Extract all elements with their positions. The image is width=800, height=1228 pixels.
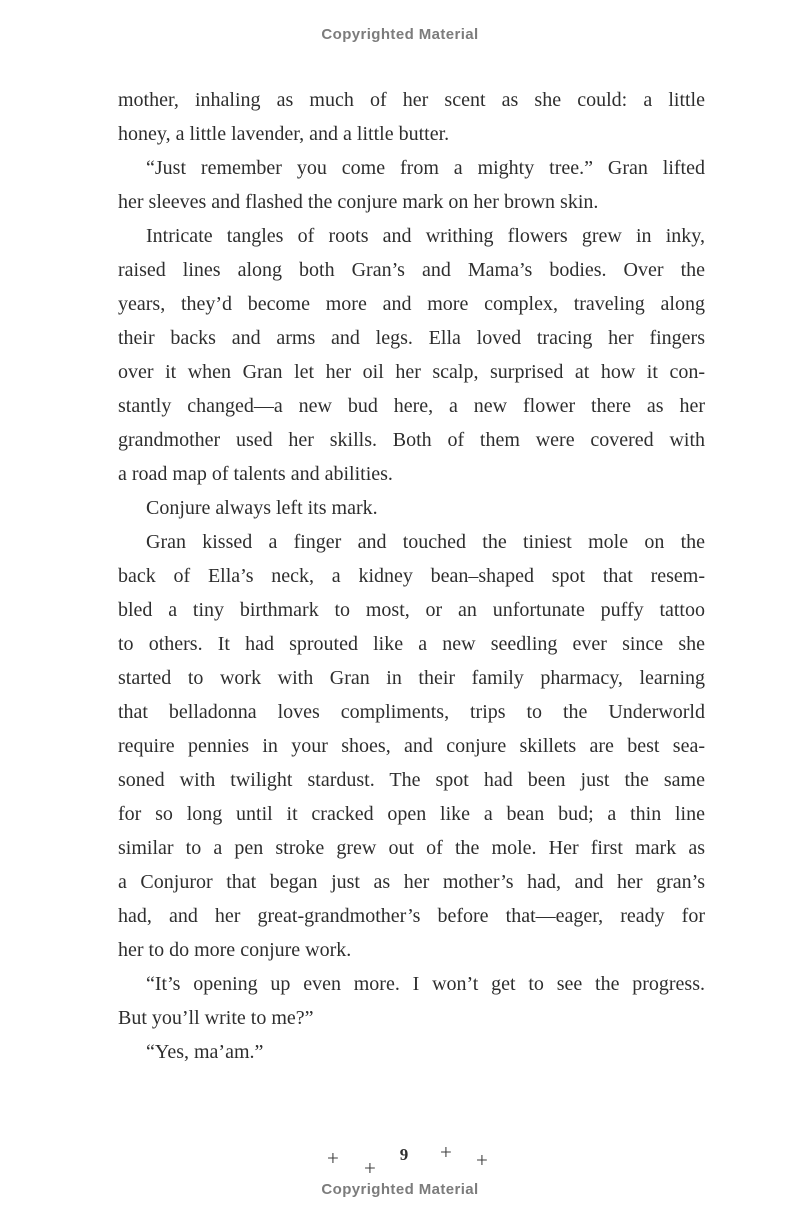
text-line: Intricate tangles of roots and writhing flowers grew in inky,	[146, 225, 705, 247]
text-line: back of Ella’s neck, a kidney bean–shaped spot that resem-	[118, 565, 705, 587]
text-line: “Yes, ma’am.”	[146, 1041, 264, 1063]
text-line: Conjure always left its mark.	[146, 497, 378, 519]
sparkle-ornament-icon: +	[476, 1148, 488, 1172]
paragraph	[118, 525, 705, 967]
text-line: that belladonna loves compliments, trips to the Underworld	[118, 701, 705, 723]
text-line: her to do more conjure work.	[118, 939, 352, 961]
copyright-notice-top: Copyrighted Material	[321, 26, 479, 43]
text-line: similar to a pen stroke grew out of the mole. Her first mark as	[118, 837, 705, 859]
text-line: grandmother used her skills. Both of them were covered with	[118, 429, 705, 451]
text-line: raised lines along both Gran’s and Mama’s bodies. Over the	[118, 259, 705, 281]
text-line: started to work with Gran in their family pharmacy, learning	[118, 667, 705, 689]
sparkle-ornament-icon: +	[364, 1156, 376, 1180]
text-line: for so long until it cracked open like a bean bud; a thin line	[118, 803, 705, 825]
page-number: 9	[399, 1145, 409, 1164]
text-line: her sleeves and flashed the conjure mark on her brown skin.	[118, 191, 599, 213]
text-line: had, and her great-grandmother’s before that—eager, ready for	[118, 905, 705, 927]
sparkle-ornament-icon: +	[440, 1140, 452, 1164]
body-text	[118, 83, 705, 1069]
text-line: soned with twilight stardust. The spot had been just the same	[118, 769, 705, 791]
paragraph	[118, 151, 705, 219]
copyright-notice-bottom: Copyrighted Material	[321, 1181, 479, 1198]
text-line: But you’ll write to me?”	[118, 1007, 314, 1029]
paragraph	[118, 83, 705, 151]
text-line: years, they’d become more and more complex, traveling along	[118, 293, 705, 315]
text-line: stantly changed—a new bud here, a new flower there as her	[118, 395, 705, 417]
sparkle-ornament-icon: +	[327, 1146, 339, 1170]
text-line: a Conjuror that began just as her mother’s had, and her gran’s	[118, 871, 705, 893]
text-line: “Just remember you come from a mighty tree.” Gran lifted	[146, 157, 705, 179]
text-line: honey, a little lavender, and a little butter.	[118, 123, 450, 145]
text-line: Gran kissed a finger and touched the tiniest mole on the	[146, 531, 705, 553]
text-line: a road map of talents and abilities.	[118, 463, 393, 485]
text-line: to others. It had sprouted like a new seedling ever since she	[118, 633, 705, 655]
paragraph	[118, 1035, 705, 1069]
text-line: require pennies in your shoes, and conjure skillets are best sea-	[118, 735, 705, 757]
text-line: mother, inhaling as much of her scent as she could: a little	[118, 89, 705, 111]
paragraph	[118, 967, 705, 1035]
text-line: bled a tiny birthmark to most, or an unfortunate puffy tattoo	[118, 599, 705, 621]
text-line: over it when Gran let her oil her scalp, surprised at how it con-	[118, 361, 705, 383]
paragraph	[118, 219, 705, 491]
text-line: “It’s opening up even more. I won’t get to see the progress.	[146, 973, 705, 995]
text-line: their backs and arms and legs. Ella loved tracing her fingers	[118, 327, 705, 349]
paragraph	[118, 491, 705, 525]
